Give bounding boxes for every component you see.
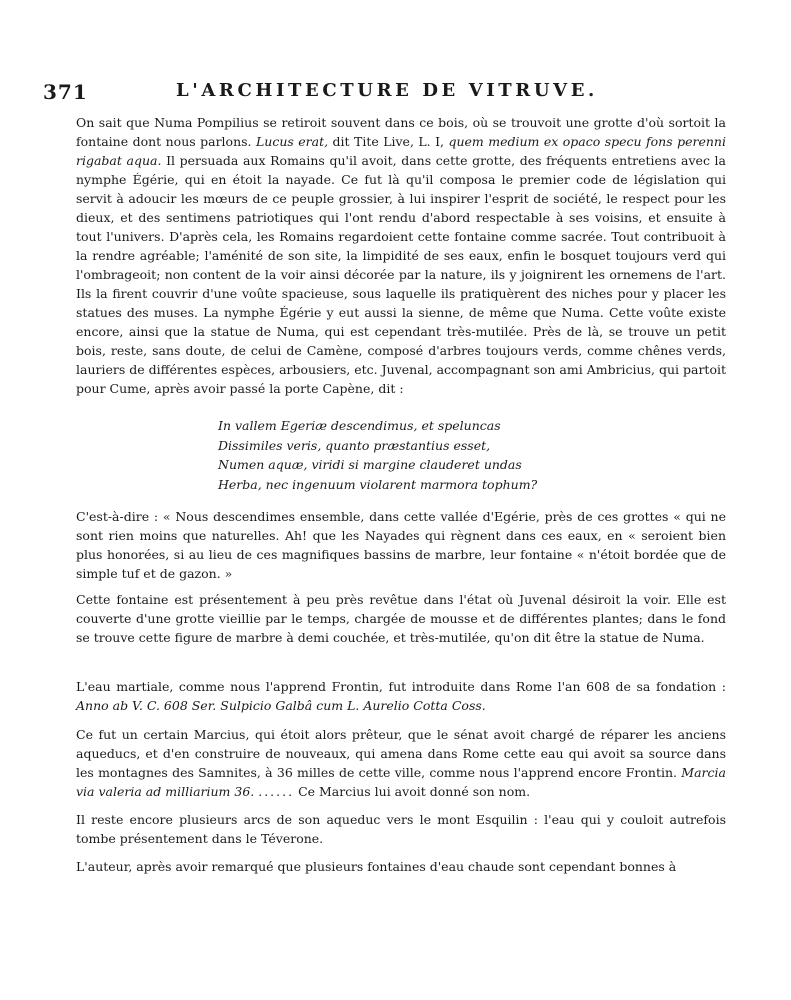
latin-quote: Marcia via valeria ad milliarium 36.	[76, 765, 726, 799]
verse-line: Dissimiles veris, quanto præstantius esset,	[218, 437, 491, 453]
latin-quote: quem medium ex opaco specu fons perenni rigabat aqua.	[76, 134, 726, 168]
verse-line: Herba, nec ingenuum violarent marmora tophum?	[218, 476, 538, 492]
paragraph-text: Il persuada aux Romains qu'il avoit, dans cette grotte, des fréquents entretiens avec la nymphe Égérie, qui en étoit la nayade. Ce fut là qu'il composa le premier code de législation qui servit à adoucir les mœurs de ce peuple grossier, à lui inspirer l'esprit de société, le respect pour les dieux, et des sentimens patriotiques qui l'ont rendu d'abord respectable à ses voisins, et ensuite à tout l'univers. D'après cela, les Romains regardoient cette fontaine comme sacrée. Tout contribuoit à la rendre agréable; l'aménité de son site, la limpidité de ses eaux, enfin le bosquet toujours verd qui l'ombrageoit; non content de la voir ainsi décorée par la nature, ils y joignirent les ornemens de l'art. Ils la firent couvrir d'une voûte spacieuse, sous laquelle ils pratiquèrent des niches pour y placer les statues des muses. La nymphe Égérie y eut aussi la sienne, de même que Numa. Cette voûte existe encore, ainsi que la statue de Numa, qui est cependant très-mutilée. Près de là, se trouve un petit bois, reste, sans doute, de celui de Camène, composé d'arbres toujours verds, comme chênes verds, lauriers de différentes espèces, arbousiers, etc. Juvenal, accompagnant son ami Ambricius, qui partoit pour Cume, après avoir passé la porte Capène, dit :	[76, 153, 727, 396]
citation: dit Tite Live, L. I,	[332, 134, 445, 149]
paragraph-marcius	[76, 725, 726, 801]
paragraph-martial-water	[76, 677, 726, 715]
verse-line: Numen aquæ, viridi si margine clauderet undas	[218, 457, 522, 472]
juvenal-verse	[218, 416, 598, 494]
paragraph-translation: C'est-à-dire : « Nous descendimes ensemble, dans cette vallée d'Egérie, près de ces grottes « qui ne sont rien moins que naturelles. Ah! que les Nayades qui règnent dans ces eaux, en « seroient bien plus honorées, si au lieu de ces magnifiques bassins de marbre, leur fontaine « n'étoit bordée que de simple tuf et de gazon. »	[76, 509, 726, 581]
paragraph-text: On sait que Numa Pompilius se retiroit souvent dans ce bois, où se trouvoit une grotte d'où sortoit la fontaine dont nous parlons.	[76, 115, 726, 149]
ellipsis: ......	[258, 784, 295, 799]
paragraph-fountain: Cette fontaine est présentement à peu près revêtue dans l'état où Juvenal désiroit la voir. Elle est couverte d'une grotte vieillie par le temps, chargée de mousse et de différentes plantes; dans le fond se trouve cette figure de marbre à demi couchée, et très-mutilée, qu'on dit être la statue de Numa.	[76, 592, 726, 645]
page-header	[43, 80, 731, 106]
verse-line: In vallem Egeriæ descendimus, et speluncas	[218, 418, 501, 433]
running-title: L'ARCHITECTURE DE VITRUVE.	[176, 80, 598, 101]
paragraph-numa-grotto	[76, 113, 726, 398]
page-number: 371	[43, 80, 88, 104]
paragraph-text: Ce fut un certain Marcius, qui étoit alors prêteur, que le sénat avoit chargé de réparer les anciens aqueducs, et d'en construire de nouveaux, qui amena dans Rome cette eau qui avoit sa source dans les montagnes des Samnites, à 36 milles de cette ville, comme nous l'apprend encore Frontin.	[76, 727, 726, 780]
paragraph-author: L'auteur, après avoir remarqué que plusieurs fontaines d'eau chaude sont cependant bonnes à	[76, 859, 677, 874]
paragraph-text: Ce Marcius lui avoit donné son nom.	[298, 784, 531, 799]
latin-quote: Lucus erat,	[255, 134, 329, 149]
paragraph-text: L'eau martiale, comme nous l'apprend Frontin, fut introduite dans Rome l'an 608 de sa fondation :	[76, 679, 726, 694]
latin-quote: Anno ab V. C. 608 Ser. Sulpicio Galbâ cum L. Aurelio Cotta Coss.	[76, 698, 486, 713]
paragraph-aqueduct-arcs: Il reste encore plusieurs arcs de son aqueduc vers le mont Esquilin : l'eau qui y couloit autrefois tombe présentement dans le Téverone.	[76, 812, 726, 846]
